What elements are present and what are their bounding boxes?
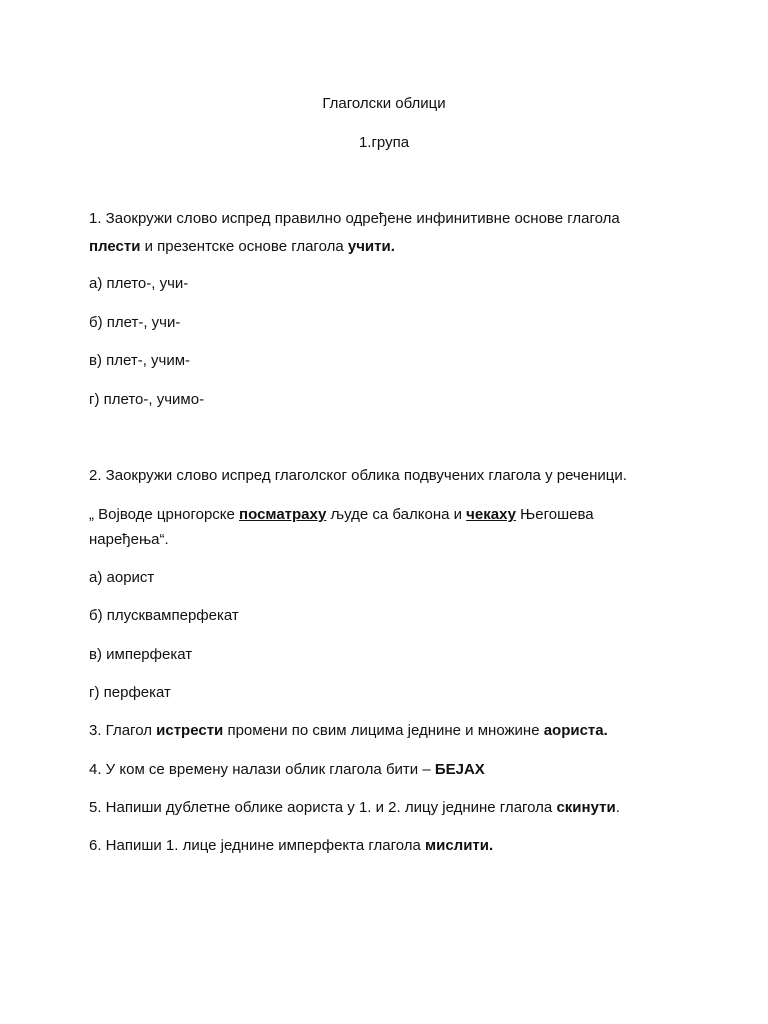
question-3-mid: промени по свим лицима једнине и множине	[223, 722, 544, 739]
question-2-option-d: г) перфекат	[89, 684, 171, 701]
quote-start: „ Војводе црногорске	[89, 506, 240, 523]
verb-misliti: мислити.	[425, 837, 494, 854]
question-4-prefix: 4. У ком се времену налази облик глагола бити –	[89, 761, 435, 778]
quote-end: Његошева	[515, 506, 594, 523]
question-6	[89, 837, 493, 854]
question-5-prefix: 5. Напиши дублетне облике аориста у 1. и 2. лицу једнине глагола	[89, 799, 557, 816]
question-1-text-cont: и презентске основе глагола	[140, 238, 348, 255]
question-2-quote-line-1	[89, 506, 594, 523]
word-aorista: аориста.	[543, 722, 608, 739]
question-5	[89, 799, 620, 816]
question-3	[89, 722, 608, 739]
question-5-end: .	[615, 799, 620, 816]
question-1-option-b: б) плет-, учи-	[89, 314, 181, 331]
question-3-prefix: 3. Глагол	[89, 722, 157, 739]
verb-uciti: учити.	[347, 238, 395, 255]
question-2-option-a: а) аорист	[89, 569, 155, 586]
question-2-option-b: б) плусквамперфекат	[89, 607, 239, 624]
question-1-option-d: г) плето-, учимо-	[89, 391, 205, 408]
verb-skinuti: скинути	[556, 799, 616, 816]
question-1-line-2	[89, 238, 395, 255]
question-1-line-1	[89, 210, 620, 227]
quote-mid: људе са балкона и	[326, 506, 467, 523]
question-1-text: Заокружи слово испред правилно одређене инфинитивне основе глагола	[101, 210, 620, 227]
underlined-verb-2: чекаху	[466, 506, 516, 523]
question-1-option-a: а) плето-, учи-	[89, 275, 189, 292]
question-1-number: 1.	[89, 210, 102, 227]
question-4	[89, 761, 485, 778]
question-6-prefix: 6. Напиши 1. лице једнине имперфекта глагола	[89, 837, 426, 854]
document-title: Глаголски облици	[322, 95, 446, 112]
verb-istresti: истрести	[156, 722, 224, 739]
word-bejah: БЕЈАХ	[434, 761, 485, 778]
question-2-quote-line-2: наређења“.	[89, 531, 169, 548]
group-label: 1.група	[358, 134, 410, 151]
question-2-option-c: в) имперфекат	[89, 646, 193, 663]
underlined-verb-1: посматраху	[239, 506, 327, 523]
verb-plesti: плести	[89, 238, 141, 255]
question-2-text: 2. Заокружи слово испред глаголског облика подвучених глагола у реченици.	[89, 467, 627, 484]
question-1-option-c: в) плет-, учим-	[89, 352, 191, 369]
